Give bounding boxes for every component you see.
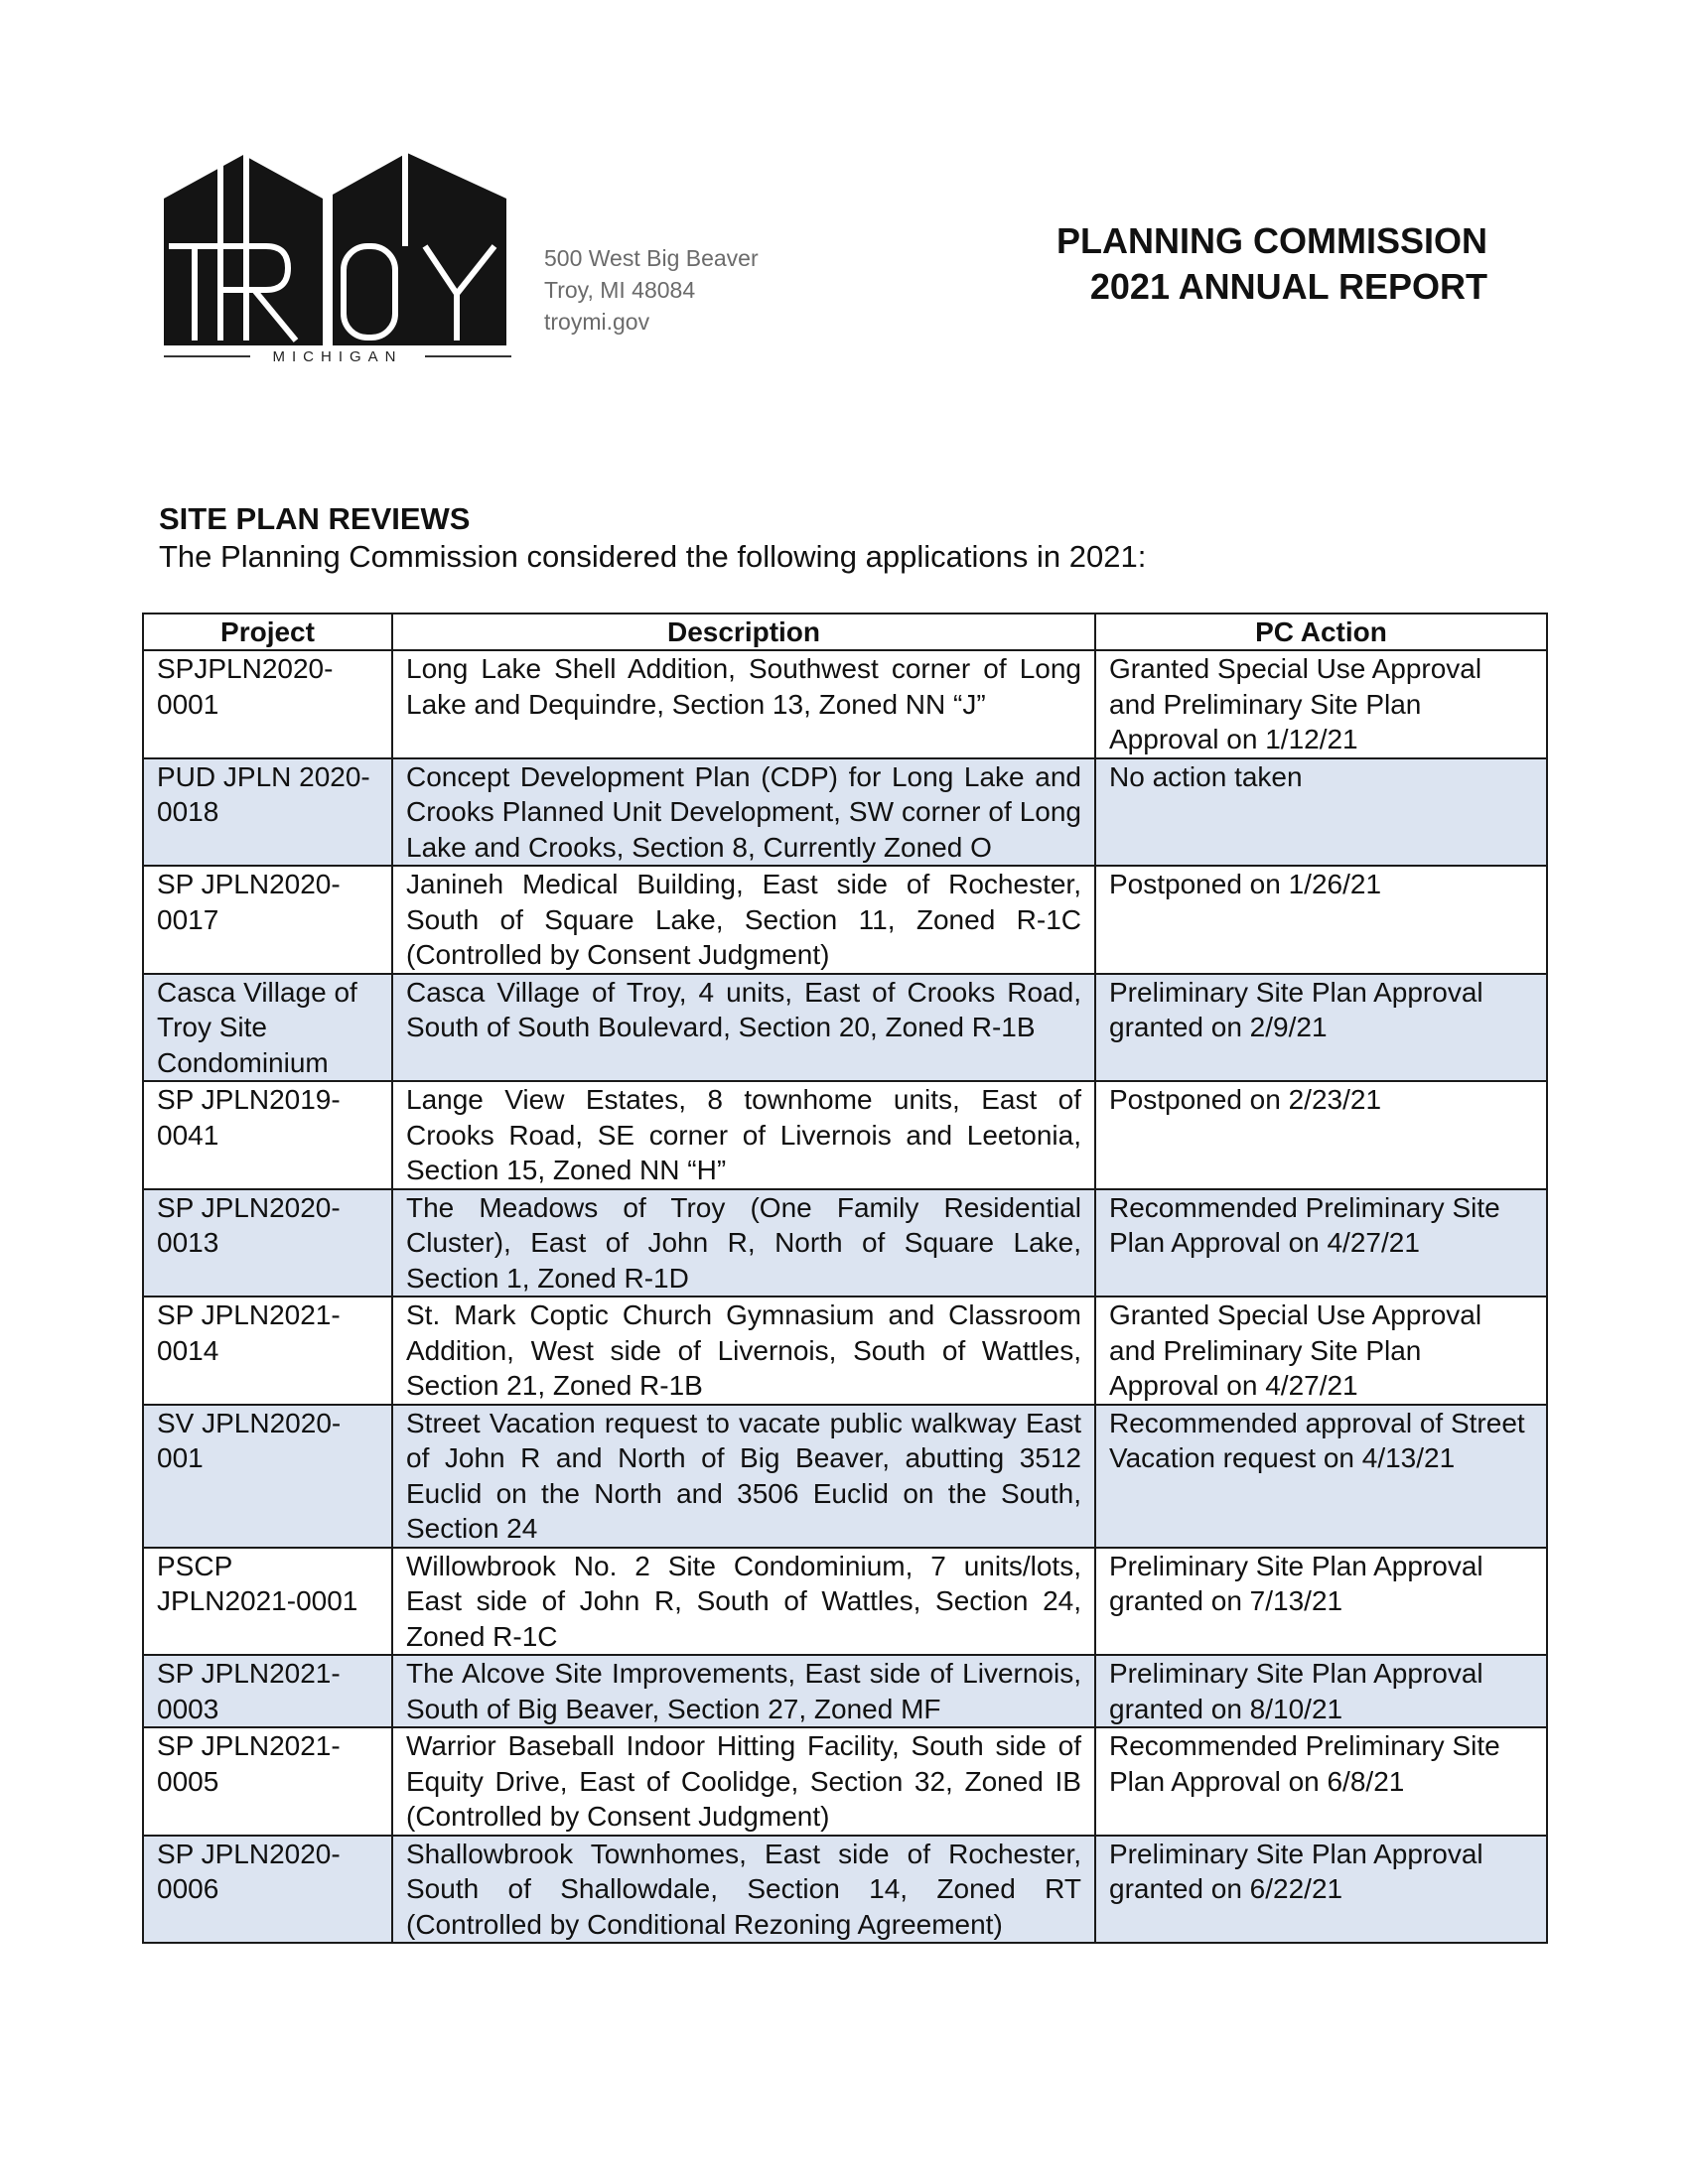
project-cell: SP JPLN2021-0003 [143, 1655, 392, 1727]
section-heading: SITE PLAN REVIEWS [159, 501, 471, 536]
project-cell: PSCP JPLN2021-0001 [143, 1548, 392, 1656]
project-cell: SPJPLN2020-0001 [143, 650, 392, 758]
pc-action-cell: Postponed on 2/23/21 [1095, 1081, 1547, 1189]
project-cell: PUD JPLN 2020-0018 [143, 758, 392, 867]
description-cell: Street Vacation request to vacate public walkway East of John R and North of Big Beaver, abutting 3512 Euclid on the North and 3506 Euclid on the South, Section 24 [392, 1405, 1095, 1548]
pc-action-cell: Granted Special Use Approval and Preliminary Site Plan Approval on 1/12/21 [1095, 650, 1547, 758]
pc-action-cell: Recommended Preliminary Site Plan Approval on 4/27/21 [1095, 1189, 1547, 1297]
pc-action-cell: Preliminary Site Plan Approval granted on 7/13/21 [1095, 1548, 1547, 1656]
description-cell: Lange View Estates, 8 townhome units, East of Crooks Road, SE corner of Livernois and Leetonia, Section 15, Zoned NN “H” [392, 1081, 1095, 1189]
description-cell: Long Lake Shell Addition, Southwest corner of Long Lake and Dequindre, Section 13, Zoned NN “J” [392, 650, 1095, 758]
pc-action-cell: Granted Special Use Approval and Preliminary Site Plan Approval on 4/27/21 [1095, 1297, 1547, 1405]
pc-action-cell: Postponed on 1/26/21 [1095, 866, 1547, 974]
table-row [143, 974, 1547, 1082]
address-website: troymi.gov [544, 309, 650, 335]
project-cell: SP JPLN2020-0006 [143, 1836, 392, 1944]
column-header-description: Description [392, 614, 1095, 650]
section-intro: The Planning Commission considered the following applications in 2021: [159, 539, 1147, 574]
pc-action-cell: No action taken [1095, 758, 1547, 867]
project-cell: SV JPLN2020-001 [143, 1405, 392, 1548]
project-cell: SP JPLN2020-0017 [143, 866, 392, 974]
table-row [143, 650, 1547, 758]
site-plan-reviews-table [142, 613, 1548, 1944]
report-title [1056, 218, 1487, 310]
table-row [143, 1548, 1547, 1656]
table-row [143, 758, 1547, 867]
description-cell: Warrior Baseball Indoor Hitting Facility, South side of Equity Drive, East of Coolidge, Section 32, Zoned IB (Controlled by Consent Judgment) [392, 1727, 1095, 1836]
report-title-line-2: 2021 ANNUAL REPORT [1089, 266, 1487, 307]
project-cell: Casca Village of Troy Site Condominium [143, 974, 392, 1082]
project-cell: SP JPLN2021-0014 [143, 1297, 392, 1405]
description-cell: Willowbrook No. 2 Site Condominium, 7 units/lots, East side of John R, South of Wattles, Section 24, Zoned R-1C [392, 1548, 1095, 1656]
table-row [143, 1405, 1547, 1548]
table-row [143, 1081, 1547, 1189]
troy-logo-icon [159, 149, 516, 367]
description-cell: Casca Village of Troy, 4 units, East of Crooks Road, South of South Boulevard, Section 20, Zoned R-1B [392, 974, 1095, 1082]
table-row [143, 866, 1547, 974]
address-street: 500 West Big Beaver [544, 245, 759, 271]
column-header-pc-action: PC Action [1095, 614, 1547, 650]
column-header-project: Project [143, 614, 392, 650]
report-title-line-1: PLANNING COMMISSION [1055, 220, 1487, 261]
pc-action-cell: Recommended Preliminary Site Plan Approval on 6/8/21 [1095, 1727, 1547, 1836]
table-header-row [143, 614, 1547, 650]
table-row [143, 1189, 1547, 1297]
project-cell: SP JPLN2020-0013 [143, 1189, 392, 1297]
description-cell: The Meadows of Troy (One Family Residential Cluster), East of John R, North of Square Lake, Section 1, Zoned R-1D [392, 1189, 1095, 1297]
table-row [143, 1297, 1547, 1405]
table-row [143, 1836, 1547, 1944]
table-row [143, 1655, 1547, 1727]
description-cell: Janineh Medical Building, East side of Rochester, South of Square Lake, Section 11, Zoned R-1C (Controlled by Consent Judgment) [392, 866, 1095, 974]
city-address [544, 242, 759, 338]
pc-action-cell: Preliminary Site Plan Approval granted on 8/10/21 [1095, 1655, 1547, 1727]
pc-action-cell: Preliminary Site Plan Approval granted on 6/22/21 [1095, 1836, 1547, 1944]
project-cell: SP JPLN2019-0041 [143, 1081, 392, 1189]
description-cell: St. Mark Coptic Church Gymnasium and Classroom Addition, West side of Livernois, South of Wattles, Section 21, Zoned R-1B [392, 1297, 1095, 1405]
description-cell: Concept Development Plan (CDP) for Long Lake and Crooks Planned Unit Development, SW corner of Long Lake and Crooks, Section 8, Currently Zoned O [392, 758, 1095, 867]
pc-action-cell: Preliminary Site Plan Approval granted on 2/9/21 [1095, 974, 1547, 1082]
svg-text:MICHIGAN: MICHIGAN [272, 348, 403, 365]
troy-logo [159, 149, 516, 367]
description-cell: Shallowbrook Townhomes, East side of Rochester, South of Shallowdale, Section 14, Zoned RT (Controlled by Conditional Rezoning Agreement) [392, 1836, 1095, 1944]
address-city: Troy, MI 48084 [544, 277, 696, 303]
table-row [143, 1727, 1547, 1836]
description-cell: The Alcove Site Improvements, East side of Livernois, South of Big Beaver, Section 27, Zoned MF [392, 1655, 1095, 1727]
pc-action-cell: Recommended approval of Street Vacation request on 4/13/21 [1095, 1405, 1547, 1548]
project-cell: SP JPLN2021-0005 [143, 1727, 392, 1836]
